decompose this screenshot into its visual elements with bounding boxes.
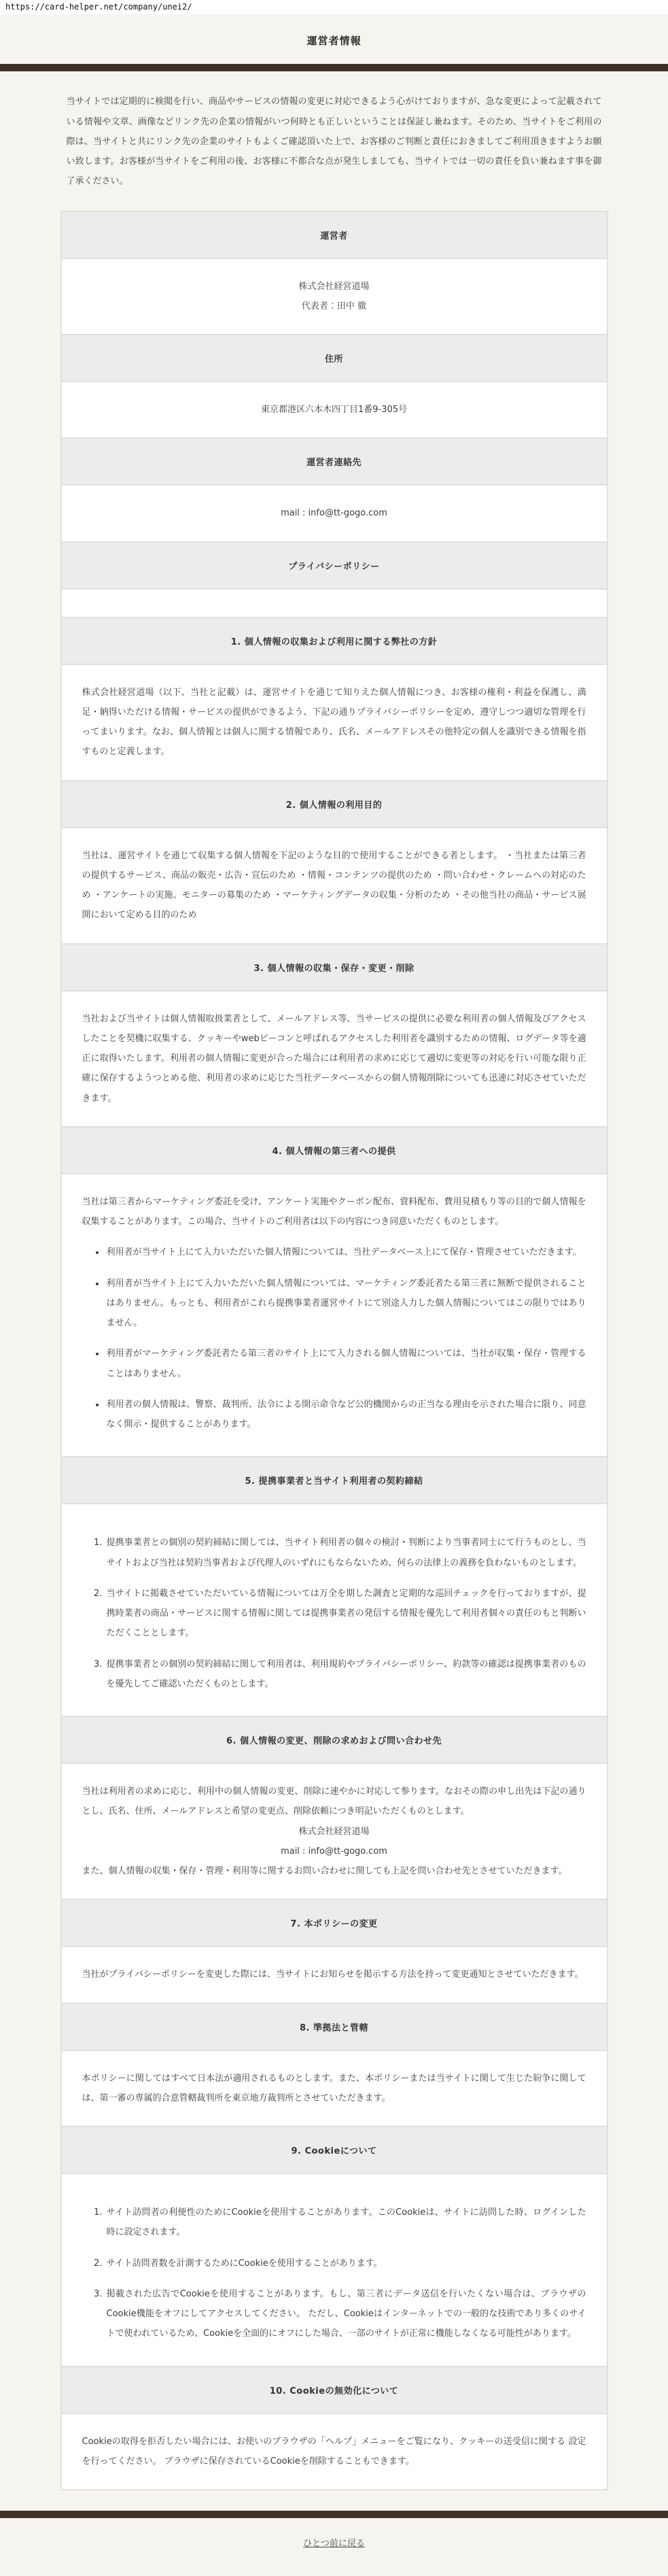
table-row: [61, 1457, 608, 1504]
table-row: [61, 664, 608, 781]
operator-representative: 代表者：田中 徹: [301, 301, 367, 311]
table-row: [61, 1127, 608, 1174]
numbered-list: [82, 2203, 586, 2344]
footer: [0, 2518, 668, 2576]
browser-url: https://card-helper.net/company/unei2/: [0, 0, 668, 14]
policy-section-title: 10. Cookieの無効化について: [61, 2367, 608, 2413]
policy-section-body: 株式会社経営道場（以下、当社と記載）は、運営サイトを通じて知りえた個人情報につき、お客様の権利・利益を保護し、満足・納得いただける情報・サービスの提供ができるよう、下記の通りプライバシーポリシーを定め、遵守しつつ適切な管理を行ってまいります。なお、個人情報とは個人に関する情報であり、氏名、メールアドレスその他特定の個人を識別できる情報を指すものと定義します。: [61, 664, 608, 781]
contact-mail-line: mail : info@tt-gogo.com: [281, 1846, 387, 1857]
table-row: [61, 828, 608, 944]
table-row: [61, 382, 608, 438]
table-row: [61, 2367, 608, 2413]
contact-header-cell: 運営者連絡先: [61, 438, 608, 485]
table-row: [61, 1946, 608, 2003]
operator-name: 株式会社経営道場: [298, 281, 370, 292]
spacer-cell: [61, 589, 608, 617]
back-link[interactable]: ひとつ前に戻る: [303, 2539, 365, 2549]
list-item: • 利用者の個人情報は、警察、裁判所、法令による開示命令など公的機関からの正当なる理由を示された場合に限り、同意なく開示・提供することがあります。: [105, 1395, 586, 1435]
policy-section-title: 6. 個人情報の変更、削除の求めおよび問い合わせ先: [61, 1716, 608, 1763]
operator-header-cell: 運営者: [61, 211, 608, 258]
policy-section-body: [61, 2173, 608, 2367]
table-row: [61, 1716, 608, 1763]
operator-value-cell: [61, 258, 608, 335]
top-divider-bar: [0, 64, 668, 71]
table-row: [61, 944, 608, 991]
table-row: [61, 1763, 608, 1899]
bottom-divider-bar: [0, 2511, 668, 2518]
contact-org-line: 株式会社経営道場: [298, 1826, 370, 1837]
policy-section-body: 当社がプライバシーポリシーを変更した際には、当サイトにお知らせを掲示する方法を持って変更通知とさせていただきます。: [61, 1946, 608, 2003]
address-value-cell: 東京都港区六本木四丁目1番9-305号: [61, 382, 608, 438]
page-title: 運営者情報: [306, 35, 362, 48]
table-row: [61, 542, 608, 589]
policy-section-body: [61, 1504, 608, 1716]
policy-section-title: 4. 個人情報の第三者への提供: [61, 1127, 608, 1174]
table-row: [61, 211, 608, 258]
policy-section-title: 3. 個人情報の収集・保存・変更・削除: [61, 944, 608, 991]
table-row: [61, 1174, 608, 1457]
policy-section-body: [61, 1763, 608, 1899]
policy-section-title: 1. 個人情報の収集および利用に関する弊社の方針: [61, 617, 608, 664]
table-row: [61, 258, 608, 335]
list-item: • 利用者がマーケティング委託者たる第三者のサイト上にて入力される個人情報については、当社が収集・保存・管理することはありません。: [105, 1344, 586, 1384]
policy-section-title: 2. 個人情報の利用目的: [61, 781, 608, 828]
table-row: [61, 2126, 608, 2173]
list-item: • 利用者が当サイト上にて入力いただいた個人情報については、マーケティング委託者たる第三者に無断で提供されることはありません。もっとも、利用者がこれら提携事業者運営サイトにて別途入力した個人情報についてはこの限りではありません。: [105, 1274, 586, 1334]
privacy-policy-header-cell: プライバシーポリシー: [61, 542, 608, 589]
policy-section-title: 5. 提携事業者と当サイト利用者の契約締結: [61, 1457, 608, 1504]
company-info-wrapper: [60, 211, 608, 2491]
policy-section-body: 当社および当サイトは個人情報取扱業者として、メールアドレス等、当サービスの提供に必要な利用者の個人情報及びアクセスしたことを契機に収集する、クッキーやwebビーコンと呼ばれるアクセスした利用者を識別するための情報、ログデータ等を適正に取得いたします。利用者の個人情報に変更が合った場合には利用者の求めに応じて適切に変更等の対応を行い可能な限り正確に保存するようつとめる他、利用者の求めに応じた当社データベースからの個人情報削除についても迅速に対応させていただきます。: [61, 991, 608, 1127]
table-row: [61, 781, 608, 828]
policy-section-title: 8. 準拠法と管轄: [61, 2003, 608, 2050]
policy-section-body: 本ポリシーに関してはすべて日本法が適用されるものとします。また、本ポリシーまたは当サイトに関して生じた紛争に関しては、第一審の専属的合意管轄裁判所を東京地方裁判所とさせていただきます。: [61, 2050, 608, 2127]
policy-section-lead: 当社は利用者の求めに応じ、利用中の個人情報の変更、削除に速やかに対応して参ります。なおその際の申し出先は下記の通りとし、氏名、住所、メールアドレスと希望の変更点、削除依頼につき明記いただくものとします。: [82, 1786, 586, 1817]
policy-section-body: 当社は、運営サイトを通じて収集する個人情報を下記のような目的で使用することができる者とします。 ・当社または第三者の提供するサービス、商品の販売・広告・宣伝のため ・情報・コンテンツの提供のため ・問い合わせ・クレームへの対応のため ・アンケートの実施、モニターの募集のため ・マーケティングデータの収集・分析のため ・その他当社の商品・サービス展開において定める目的のため: [61, 828, 608, 944]
numbered-list: [82, 1533, 586, 1694]
list-item: 1. サイト訪問者の利便性のためにCookieを使用することがあります。このCookieは、サイトに訪問した時、ログインした時に設定されます。: [105, 2203, 586, 2243]
table-row: [61, 2413, 608, 2490]
intro-section: [67, 71, 602, 206]
company-info-table: [60, 211, 608, 2491]
list-item: 1. 提携事業者との個別の契約締結に関しては、当サイト利用者の個々の検討・判断により当事者同士にて行うものとし、当サイトおよび当社は契約当事者および代理人のいずれにもならないため、何らの法律上の義務を負わないものとします。: [105, 1533, 586, 1573]
table-row: [61, 2050, 608, 2127]
table-row: [61, 335, 608, 382]
policy-section-after: また、個人情報の収集・保存・管理・利用等に関するお問い合わせに関しても上記を問い合わせ先とさせていただきます。: [82, 1866, 567, 1877]
table-row: [61, 991, 608, 1127]
policy-section-body: [61, 1174, 608, 1457]
policy-section-lead: 当社は第三者からマーケティング委託を受け、アンケート実施やクーポン配布、資料配布、費用見積もり等の目的で個人情報を収集することがあります。この場合、当サイトのご利用者は以下の内容につき同意いただくものとします。: [82, 1196, 586, 1227]
list-item: 2. サイト訪問者数を計測するためにCookieを使用することがあります。: [105, 2254, 586, 2273]
list-item: • 利用者が当サイト上にて入力いただいた個人情報については、当社データベース上にて保存・管理させていただきます。: [105, 1242, 586, 1262]
table-row: [61, 2003, 608, 2050]
contact-value-cell: mail : info@tt-gogo.com: [61, 485, 608, 541]
table-row: [61, 438, 608, 485]
address-header-cell: 住所: [61, 335, 608, 382]
table-row: [61, 485, 608, 541]
table-row: [61, 2173, 608, 2367]
table-row: [61, 1899, 608, 1946]
list-item: 3. 掲載された広告でCookieを使用することがあります。もし、第三者にデータ送信を行いたくない場合は、ブラウザのCookie機能をオフにしてアクセスしてください。 ただし、Cookieはインターネットでの一般的な技術であり多くのサイトで使われているため、Cookieを全面的にオフにした場合、一部のサイトが正常に機能しなくなる可能性があります。: [105, 2284, 586, 2344]
intro-paragraph: 当サイトでは定期的に検閲を行い、商品やサービスの情報の変更に対応できるよう心がけておりますが、急な変更によって記載されている情報や文章、画像などリンク先の企業の情報がいつ何時とも正しいということは保証し兼ねます。そのため、当サイトをご利用の際は、当サイトと共にリンク先の企業のサイトもよくご確認頂いた上で、お客様のご判断と責任におきましてご利用頂きますようお願い致します。お客様が当サイトをご利用の後、お客様に不都合な点が発生しましても、当サイトでは一切の責任を負い兼ねます事を御了承ください。: [66, 97, 602, 187]
table-row: [61, 589, 608, 617]
list-item: 2. 当サイトに掲載させていただいている情報については万全を期した調査と定期的な巡回チェックを行っておりますが、提携時業者の商品・サービスに関する情報に関しては提携事業者の発信する情報を優先して利用者個々の責任のもと判断いただくこととします。: [105, 1584, 586, 1644]
list-item: 3. 提携事業者との個別の契約締結に関して利用者は、利用規約やプライバシーポリシー、約款等の確認は提携事業者のものを優先してご確認いただくものとします。: [105, 1655, 586, 1695]
policy-section-body: Cookieの取得を拒否したい場合には、お使いのブラウザの「ヘルプ」メニューをご覧になり、クッキーの送受信に関する 設定を行ってください。 ブラウザに保存されているCookieを削除することもできます。: [61, 2413, 608, 2490]
table-row: [61, 617, 608, 664]
policy-section-title: 9. Cookieについて: [61, 2126, 608, 2173]
policy-section-title: 7. 本ポリシーの変更: [61, 1899, 608, 1946]
table-row: [61, 1504, 608, 1716]
bullet-list: [82, 1242, 586, 1434]
